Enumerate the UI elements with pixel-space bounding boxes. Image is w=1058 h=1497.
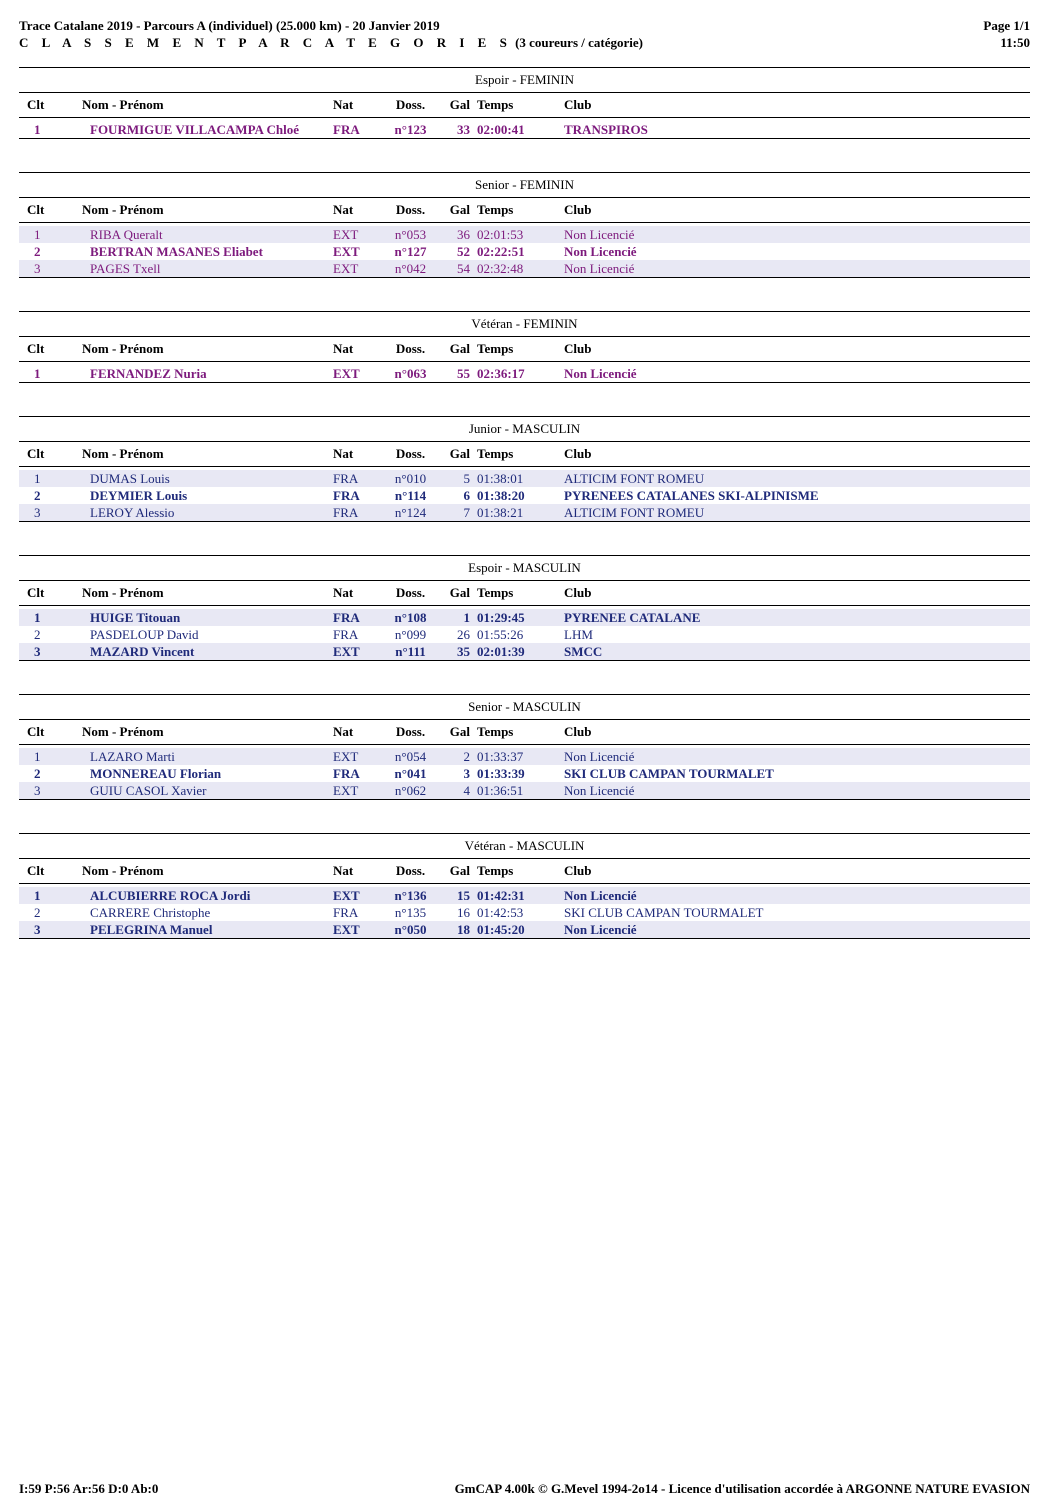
- bib-number: n°108: [394, 610, 427, 625]
- report-title: Trace Catalane 2019 - Parcours A (individuel) (25.000 km) - 20 Janvier 2019: [19, 18, 440, 33]
- bib-number: n°114: [394, 488, 427, 503]
- column-header-doss: Doss.: [395, 202, 426, 217]
- category-section: [19, 67, 1030, 139]
- category-section: [19, 416, 1030, 522]
- column-header-temps: Temps: [477, 97, 514, 112]
- bib-number: n°063: [394, 366, 427, 381]
- results-list: [19, 67, 1030, 972]
- club-name: Non Licencié: [564, 261, 635, 276]
- bib-number: n°053: [394, 227, 427, 242]
- rank: 1: [34, 471, 41, 486]
- nationality: FRA: [333, 766, 360, 781]
- finish-time: 02:36:17: [477, 366, 525, 381]
- column-header-club: Club: [564, 97, 592, 112]
- overall-rank: 26: [457, 627, 470, 642]
- club-name: Non Licencié: [564, 922, 637, 937]
- column-header-club: Club: [564, 863, 592, 878]
- column-header-clt: Clt: [27, 446, 45, 461]
- nationality: FRA: [333, 122, 360, 137]
- rank: 2: [34, 488, 41, 503]
- nationality: EXT: [333, 749, 359, 764]
- result-row: [19, 470, 1030, 487]
- category-title: Vétéran - MASCULIN: [19, 833, 1030, 859]
- column-header-club: Club: [564, 585, 592, 600]
- nationality: FRA: [333, 627, 359, 642]
- column-header-gal: Gal: [449, 97, 470, 112]
- column-header-club: Club: [564, 341, 592, 356]
- finish-time: 01:55:26: [477, 627, 524, 642]
- overall-rank: 52: [457, 244, 470, 259]
- category-title: Espoir - MASCULIN: [19, 555, 1030, 581]
- club-name: LHM: [564, 627, 593, 642]
- column-header-clt: Clt: [27, 863, 45, 878]
- page-info: [983, 17, 1030, 51]
- club-name: SKI CLUB CAMPAN TOURMALET: [564, 905, 764, 920]
- column-header-nat: Nat: [333, 724, 354, 739]
- nationality: FRA: [333, 488, 360, 503]
- result-row: [19, 765, 1030, 782]
- column-header-clt: Clt: [27, 724, 45, 739]
- result-row: [19, 260, 1030, 277]
- result-row: [19, 904, 1030, 921]
- rank: 2: [34, 244, 41, 259]
- competitor-name: RIBA Queralt: [90, 227, 163, 242]
- column-header-name: Nom - Prénom: [82, 341, 164, 356]
- bib-number: n°050: [394, 922, 427, 937]
- category-section: [19, 172, 1030, 278]
- result-row: [19, 487, 1030, 504]
- column-header-gal: Gal: [449, 341, 470, 356]
- category-section: [19, 833, 1030, 939]
- competitor-name: CARRERE Christophe: [90, 905, 211, 920]
- competitor-name: LEROY Alessio: [90, 505, 175, 520]
- result-row: [19, 921, 1030, 938]
- column-header-gal: Gal: [449, 202, 470, 217]
- overall-rank: 18: [457, 922, 470, 937]
- competitor-name: DUMAS Louis: [90, 471, 170, 486]
- print-time: 11:50: [1000, 35, 1030, 50]
- finish-time: 02:01:39: [477, 644, 525, 659]
- nationality: EXT: [333, 783, 359, 798]
- result-row: [19, 782, 1030, 799]
- column-header-row: [19, 581, 1030, 606]
- nationality: EXT: [333, 644, 360, 659]
- competitor-name: GUIU CASOL Xavier: [90, 783, 207, 798]
- bib-number: n°135: [394, 905, 427, 920]
- club-name: Non Licencié: [564, 366, 637, 381]
- column-header-name: Nom - Prénom: [82, 446, 164, 461]
- rank: 3: [34, 922, 41, 937]
- overall-rank: 3: [463, 766, 470, 781]
- result-row: [19, 243, 1030, 260]
- club-name: PYRENEES CATALANES SKI-ALPINISME: [564, 488, 819, 503]
- report-header: [19, 17, 643, 51]
- bib-number: n°041: [394, 766, 427, 781]
- column-header-gal: Gal: [449, 446, 470, 461]
- overall-rank: 33: [457, 122, 470, 137]
- category-section: [19, 555, 1030, 661]
- rank: 2: [34, 627, 41, 642]
- nationality: EXT: [333, 922, 360, 937]
- overall-rank: 2: [463, 749, 470, 764]
- bib-number: n°010: [394, 471, 427, 486]
- column-header-temps: Temps: [477, 863, 514, 878]
- section-bottom-rule: [19, 382, 1030, 383]
- rank: 3: [34, 261, 41, 276]
- club-name: TRANSPIROS: [564, 122, 648, 137]
- bib-number: n°042: [394, 261, 427, 276]
- competitor-name: PAGES Txell: [90, 261, 161, 276]
- result-row: [19, 643, 1030, 660]
- competitor-name: FOURMIGUE VILLACAMPA Chloé: [90, 122, 299, 137]
- footer-stats: I:59 P:56 Ar:56 D:0 Ab:0: [19, 1481, 159, 1496]
- column-header-temps: Temps: [477, 446, 514, 461]
- column-header-name: Nom - Prénom: [82, 585, 164, 600]
- finish-time: 01:38:01: [477, 471, 524, 486]
- column-header-row: [19, 720, 1030, 745]
- page-number: Page 1/1: [983, 18, 1030, 33]
- result-row: [19, 609, 1030, 626]
- column-header-doss: Doss.: [395, 97, 426, 112]
- result-row: [19, 365, 1030, 382]
- section-bottom-rule: [19, 938, 1030, 939]
- rank: 1: [34, 122, 41, 137]
- rank: 3: [34, 783, 41, 798]
- column-header-nat: Nat: [333, 202, 354, 217]
- result-row: [19, 504, 1030, 521]
- category-title: Senior - MASCULIN: [19, 694, 1030, 720]
- club-name: Non Licencié: [564, 227, 635, 242]
- column-header-name: Nom - Prénom: [82, 863, 164, 878]
- club-name: Non Licencié: [564, 244, 637, 259]
- club-name: ALTICIM FONT ROMEU: [564, 471, 705, 486]
- club-name: PYRENEE CATALANE: [564, 610, 701, 625]
- nationality: FRA: [333, 505, 359, 520]
- nationality: EXT: [333, 244, 360, 259]
- club-name: Non Licencié: [564, 783, 635, 798]
- competitor-name: MONNEREAU Florian: [90, 766, 222, 781]
- bib-number: n°111: [395, 644, 426, 659]
- column-header-nat: Nat: [333, 341, 354, 356]
- overall-rank: 16: [457, 905, 470, 920]
- column-header-temps: Temps: [477, 202, 514, 217]
- finish-time: 01:45:20: [477, 922, 525, 937]
- club-name: SMCC: [564, 644, 603, 659]
- bib-number: n°123: [394, 122, 427, 137]
- competitor-name: PASDELOUP David: [90, 627, 199, 642]
- column-header-clt: Clt: [27, 202, 45, 217]
- column-header-temps: Temps: [477, 724, 514, 739]
- bib-number: n°054: [394, 749, 427, 764]
- section-bottom-rule: [19, 521, 1030, 522]
- competitor-name: ALCUBIERRE ROCA Jordi: [90, 888, 251, 903]
- bib-number: n°124: [394, 505, 427, 520]
- column-header-doss: Doss.: [395, 446, 426, 461]
- competitor-name: HUIGE Titouan: [90, 610, 181, 625]
- bib-number: n°099: [394, 627, 427, 642]
- footer-license: GmCAP 4.00k © G.Mevel 1994-2o14 - Licence d'utilisation accordée à ARGONNE NATURE EVASION: [454, 1481, 1030, 1496]
- category-title: Junior - MASCULIN: [19, 416, 1030, 442]
- report-subtitle-main: C L A S S E M E N T P A R C A T E G O R I E S: [19, 35, 512, 50]
- overall-rank: 6: [463, 488, 470, 503]
- rank: 1: [34, 888, 41, 903]
- finish-time: 01:33:37: [477, 749, 524, 764]
- competitor-name: MAZARD Vincent: [90, 644, 195, 659]
- bib-number: n°136: [394, 888, 427, 903]
- overall-rank: 36: [457, 227, 470, 242]
- result-row: [19, 887, 1030, 904]
- finish-time: 01:38:21: [477, 505, 524, 520]
- nationality: EXT: [333, 261, 359, 276]
- column-header-gal: Gal: [449, 863, 470, 878]
- section-bottom-rule: [19, 277, 1030, 278]
- overall-rank: 54: [457, 261, 470, 276]
- column-header-clt: Clt: [27, 97, 45, 112]
- category-title: Vétéran - FEMININ: [19, 311, 1030, 337]
- column-header-temps: Temps: [477, 341, 514, 356]
- column-header-doss: Doss.: [395, 724, 426, 739]
- overall-rank: 5: [463, 471, 470, 486]
- category-section: [19, 694, 1030, 800]
- overall-rank: 55: [457, 366, 470, 381]
- column-header-row: [19, 198, 1030, 223]
- nationality: FRA: [333, 471, 359, 486]
- overall-rank: 7: [463, 505, 470, 520]
- nationality: FRA: [333, 610, 360, 625]
- category-section: [19, 311, 1030, 383]
- overall-rank: 4: [463, 783, 470, 798]
- column-header-clt: Clt: [27, 585, 45, 600]
- column-header-name: Nom - Prénom: [82, 97, 164, 112]
- rank: 2: [34, 766, 41, 781]
- column-header-row: [19, 337, 1030, 362]
- club-name: Non Licencié: [564, 888, 637, 903]
- finish-time: 02:22:51: [477, 244, 525, 259]
- section-bottom-rule: [19, 799, 1030, 800]
- finish-time: 01:42:53: [477, 905, 524, 920]
- result-row: [19, 121, 1030, 138]
- result-row: [19, 226, 1030, 243]
- column-header-doss: Doss.: [395, 863, 426, 878]
- section-bottom-rule: [19, 138, 1030, 139]
- finish-time: 01:36:51: [477, 783, 524, 798]
- nationality: EXT: [333, 888, 360, 903]
- column-header-nat: Nat: [333, 446, 354, 461]
- column-header-row: [19, 859, 1030, 884]
- overall-rank: 1: [463, 610, 470, 625]
- rank: 1: [34, 366, 41, 381]
- competitor-name: BERTRAN MASANES Eliabet: [90, 244, 263, 259]
- column-header-club: Club: [564, 724, 592, 739]
- rank: 3: [34, 505, 41, 520]
- rank: 1: [34, 610, 41, 625]
- report-subtitle-note: (3 coureurs / catégorie): [515, 35, 643, 50]
- column-header-gal: Gal: [449, 724, 470, 739]
- result-row: [19, 626, 1030, 643]
- column-header-row: [19, 442, 1030, 467]
- column-header-club: Club: [564, 446, 592, 461]
- column-header-name: Nom - Prénom: [82, 202, 164, 217]
- finish-time: 02:00:41: [477, 122, 525, 137]
- club-name: SKI CLUB CAMPAN TOURMALET: [564, 766, 774, 781]
- column-header-nat: Nat: [333, 585, 354, 600]
- finish-time: 02:32:48: [477, 261, 524, 276]
- bib-number: n°062: [394, 783, 427, 798]
- rank: 3: [34, 644, 41, 659]
- overall-rank: 15: [457, 888, 470, 903]
- column-header-nat: Nat: [333, 863, 354, 878]
- finish-time: 01:29:45: [477, 610, 525, 625]
- finish-time: 01:38:20: [477, 488, 525, 503]
- category-title: Espoir - FEMININ: [19, 67, 1030, 93]
- club-name: ALTICIM FONT ROMEU: [564, 505, 705, 520]
- column-header-name: Nom - Prénom: [82, 724, 164, 739]
- column-header-doss: Doss.: [395, 585, 426, 600]
- nationality: EXT: [333, 366, 360, 381]
- column-header-gal: Gal: [449, 585, 470, 600]
- column-header-doss: Doss.: [395, 341, 426, 356]
- column-header-clt: Clt: [27, 341, 45, 356]
- column-header-temps: Temps: [477, 585, 514, 600]
- overall-rank: 35: [457, 644, 470, 659]
- club-name: Non Licencié: [564, 749, 635, 764]
- section-bottom-rule: [19, 660, 1030, 661]
- nationality: FRA: [333, 905, 359, 920]
- competitor-name: DEYMIER Louis: [90, 488, 188, 503]
- rank: 2: [34, 905, 41, 920]
- category-title: Senior - FEMININ: [19, 172, 1030, 198]
- result-row: [19, 748, 1030, 765]
- report-subtitle: [19, 34, 643, 51]
- competitor-name: FERNANDEZ Nuria: [90, 366, 207, 381]
- column-header-club: Club: [564, 202, 592, 217]
- competitor-name: PELEGRINA Manuel: [90, 922, 213, 937]
- finish-time: 02:01:53: [477, 227, 524, 242]
- column-header-row: [19, 93, 1030, 118]
- bib-number: n°127: [394, 244, 427, 259]
- rank: 1: [34, 749, 41, 764]
- finish-time: 01:42:31: [477, 888, 525, 903]
- column-header-nat: Nat: [333, 97, 354, 112]
- competitor-name: LAZARO Marti: [90, 749, 175, 764]
- nationality: EXT: [333, 227, 359, 242]
- rank: 1: [34, 227, 41, 242]
- finish-time: 01:33:39: [477, 766, 525, 781]
